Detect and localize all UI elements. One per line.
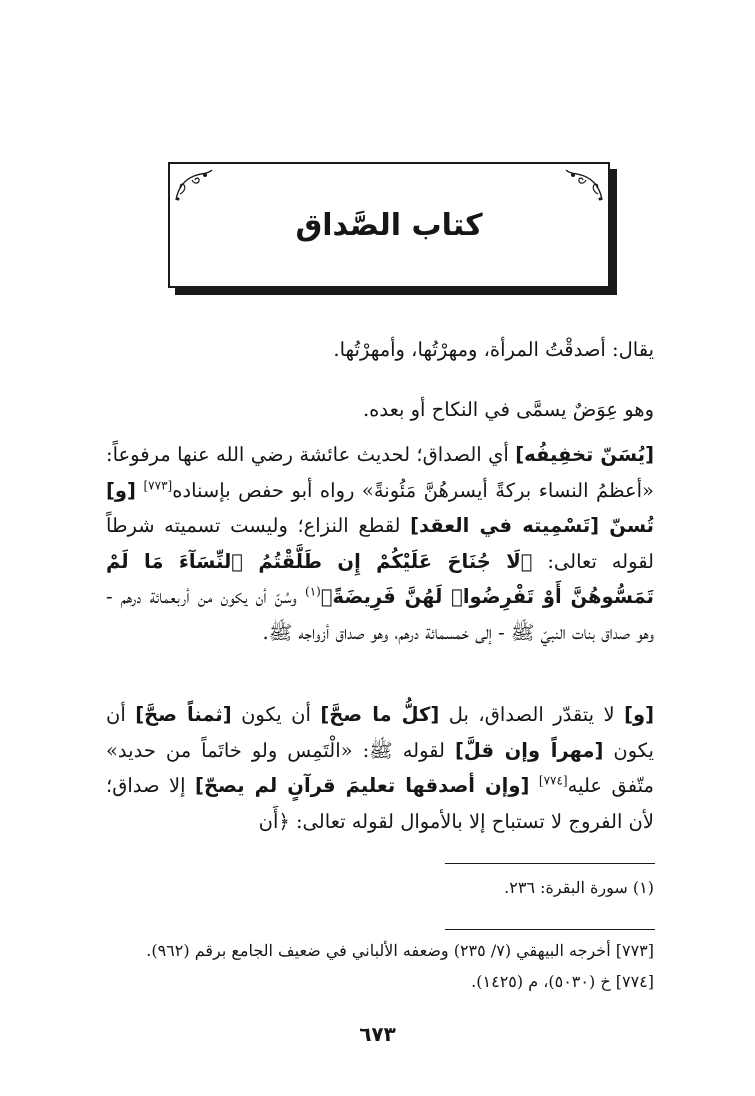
sharh-text: لا يتقدّر الصداق، بل <box>439 703 625 726</box>
ornament-corner-icon <box>564 168 604 202</box>
paragraph-definition: يقال: أصدقْتُ المرأة، ومهرْتُها، وأمهرْتُها. <box>333 338 654 361</box>
matn-text: [يُسَنّ تخفِيفُه] <box>515 443 655 466</box>
page-number: ٦٧٣ <box>359 1022 396 1046</box>
matn-text: [و] تُسنّ [تَسْمِيته في العقد] <box>106 478 654 537</box>
hadith-reference-mark: [٧٧٤] <box>538 773 568 788</box>
sharh-text: أن يكون <box>231 703 321 726</box>
sharh-text: لقوله ﷺ: «الْتَمِس ولو خاتَماً من حديد» متّفق عليه <box>106 738 654 797</box>
matn-text: [و] <box>624 703 655 726</box>
footnote-hadith-773: [٧٧٣] أخرجه البيهقي (٧/ ٢٣٥) وضعفه الألباني في ضعيف الجامع برقم (٩٦٢). <box>146 941 654 960</box>
chapter-title-frame <box>168 162 610 288</box>
sharh-text: إلا صداق؛ لأن الفروج لا تستباح إلا بالأموال لقوله تعالى: ﴿أَن <box>106 774 654 833</box>
sharh-text: لقطع النزاع؛ وليست تسميته شرطاً لقوله تعالى: <box>106 514 654 573</box>
takhrij-divider <box>445 929 655 930</box>
footnote-reference-mark: (١) <box>305 584 321 599</box>
hadith-reference-mark: [٧٧٣] <box>143 478 173 492</box>
footnote-quran-source: (١) سورة البقرة: ٢٣٦. <box>504 878 654 897</box>
matn-text: [وإن أصدقها تعليمَ قرآنٍ لم يصحّ] <box>195 774 530 797</box>
sharh-text: وسُنّ أن يكون من أربعمائة درهم - وهو صداق بنات النبيّ ﷺ - إلى خمسمائة درهم، وهو صداق أزواجه ﷺ. <box>106 585 654 644</box>
paragraph-dowry-amount <box>106 697 654 839</box>
sharh-text: أي الصداق؛ لحديث عائشة رضي الله عنها مرفوعاً: «أعظمُ النساء بركةً أيسرهُنَّ مَئُونةً» رواه أبو حفص بإسناده <box>106 443 654 502</box>
matn-text: [كلُّ ما صحَّ] <box>320 703 440 726</box>
ornament-corner-icon <box>174 168 214 202</box>
footnote-hadith-774: [٧٧٤] خ (٥٠٣٠)، م (١٤٢٥). <box>471 972 654 991</box>
paragraph-meaning: وهو عِوَضٌ يسمَّى في النكاح أو بعده. <box>362 398 654 421</box>
matn-text: [ثمناً صحَّ] <box>135 703 232 726</box>
footnote-divider <box>445 863 655 864</box>
sharh-text: أن يكون <box>106 703 654 762</box>
paragraph-sunnah-lightening <box>106 437 654 650</box>
chapter-title: كتاب الصَّداق <box>295 208 483 243</box>
quran-verse: ﴿لَا جُنَاحَ عَلَيْكُمْ إِن طَلَّقْتُمُ ٱلنِّسَآءَ مَا لَمْ تَمَسُّوهُنَّ أَوْ تَفْرِضُوا۟ لَهُنَّ فَرِيضَةً﴾ <box>106 549 655 608</box>
sharh-text <box>529 774 538 797</box>
matn-text: [مهراً وإن قلَّ] <box>454 738 604 762</box>
